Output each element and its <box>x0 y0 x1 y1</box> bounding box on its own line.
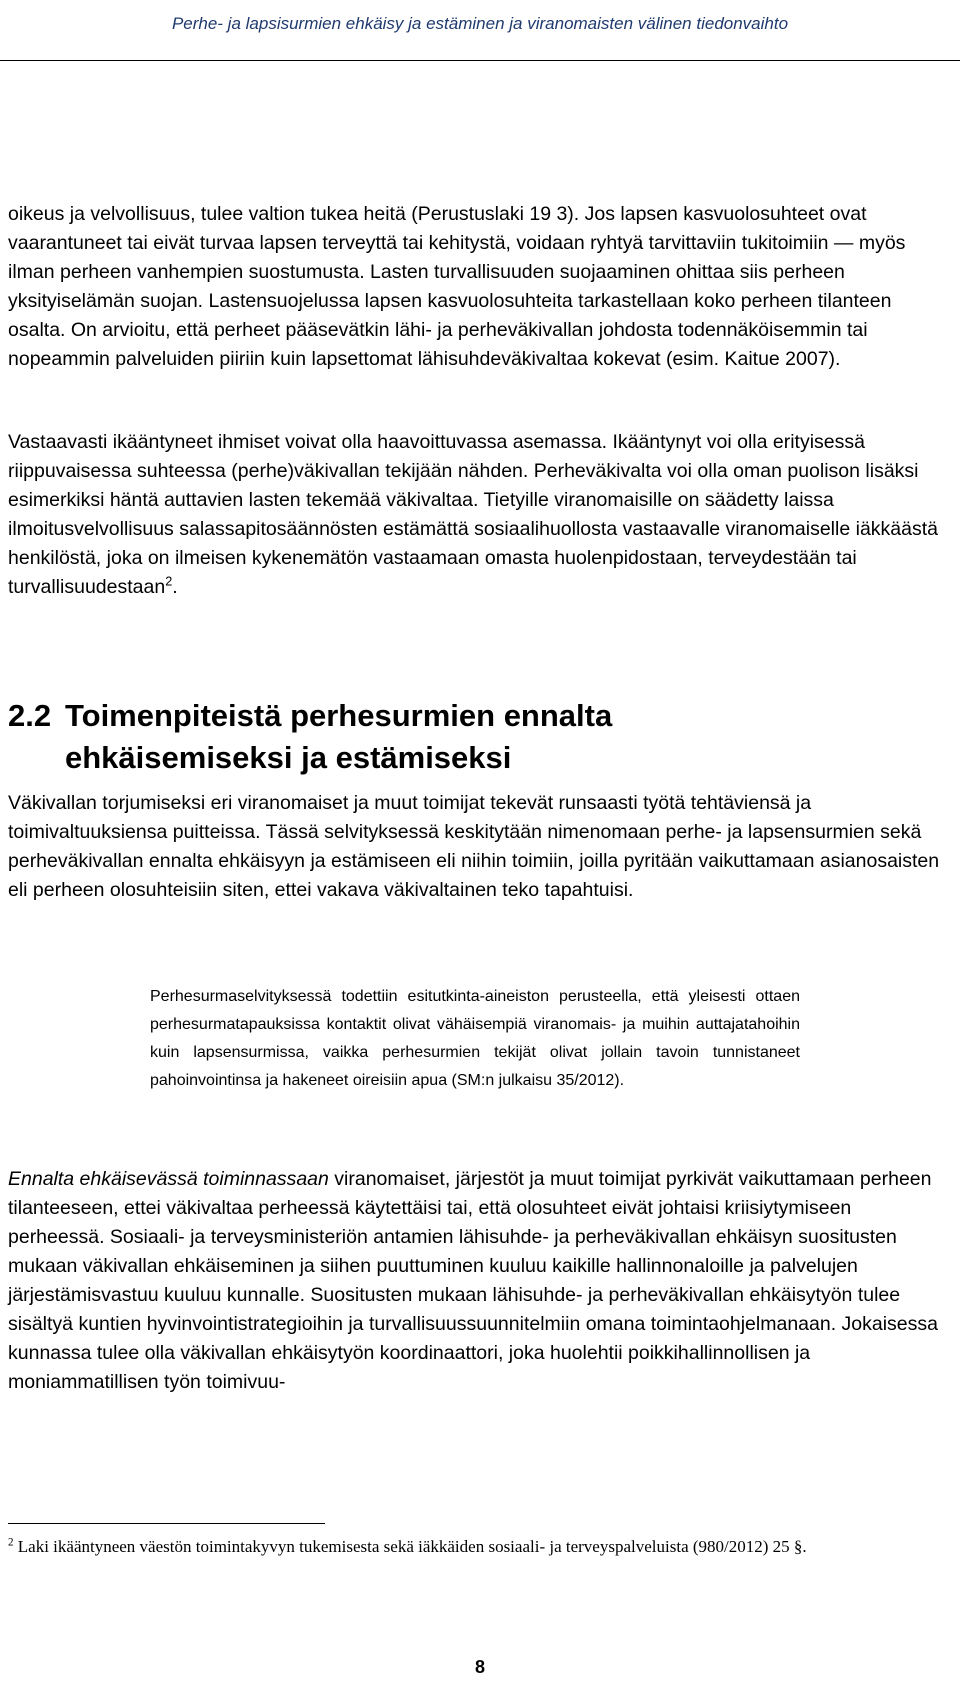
info-box: Perhesurmaselvityksessä todettiin esitutkinta-aineiston perusteella, että yleisesti ottaen perhesurmatapauksissa kontaktit olivat vähäisempiä viranomais- ja muihin auttajatahoihin kuin lapsensurmissa, vaikka perhesurmien tekijät olivat jollain tavoin tunnistaneet pahoinvointinsa ja hakeneet oireisiin apua (SM:n julkaisu 35/2012). <box>150 988 800 1089</box>
section-number: 2.2 <box>8 698 52 733</box>
paragraph-2-text: Vastaavasti ikääntyneet ihmiset voivat olla haavoittuvassa asemassa. Ikääntynyt voi olla erityisessä riippuvaisessa suhteessa (perhe)väkivallan tekijään nähden. Perheväkivalta voi olla oman puolison lisäksi esimerkiksi häntä auttavien lasten tekemää väkivaltaa. Tietyille viranomaisille on säädetty laissa ilmoitusvelvollisuus salassapitosäännösten estämättä sosiaalihuollosta vastaavalle viranomaiselle iäkkäästä henkilöstä, joka on ilmeisen kykenemätön vastaamaan omasta huolenpidostaan, terveydestään tai turvallisuudestaan <box>8 431 938 598</box>
page-header <box>0 0 960 61</box>
footnote-marker: 2 <box>8 1536 14 1549</box>
section-heading <box>8 695 612 779</box>
footnote-text: Laki ikääntyneen väestön toimintakyvyn tukemisesta sekä iäkkäiden sosiaali- ja terveyspalveluista (980/2012) 25 §. <box>13 1537 807 1556</box>
section-title-line-1: Toimenpiteistä perhesurmien ennalta <box>65 698 613 733</box>
page-number: 8 <box>474 1657 485 1677</box>
paragraph-4-emphasis: Ennalta ehkäisevässä toiminnassaan <box>8 1168 329 1190</box>
header-title: Perhe- ja lapsisurmien ehkäisy ja estäminen ja viranomaisten välinen tiedonvaihto <box>171 14 789 33</box>
footnote <box>8 1533 952 1561</box>
paragraph-4-text: viranomaiset, järjestöt ja muut toimijat pyrkivät vaikuttamaan perheen tilanteeseen, ettei väkivaltaa perheessä käytettäisi tai, että olosuhteet eivät johtaisi kriisiytymiseen perheessä. Sosiaali- ja terveysministeriön antamien lähisuhde- ja perheväkivallan ehkäisyn suositusten mukaan väkivallan ehkäiseminen ja siihen puuttuminen kuuluu kaikille hallinnonaloille ja palvelujen järjestämisvastuu kuuluu kunnalle. Suositusten mukaan lähisuhde- ja perheväkivallan ehkäisytyön tulee sisältyä kuntien hyvinvointistrategioihin ja turvallisuussuunnitelmiin omana toimintaohjelmanaan. Jokaisessa kunnassa tulee olla väkivallan ehkäisytyön koordinaattori, joka huolehtii poikkihallinnollisen ja moniammatillisen työn toimivuu- <box>8 1168 938 1393</box>
paragraph-2-end: . <box>172 576 178 598</box>
paragraph-4 <box>8 1165 952 1397</box>
paragraph-3: Väkivallan torjumiseksi eri viranomaiset ja muut toimijat tekevät runsaasti työtä tehtäviensä ja toimivaltuuksiensa puitteissa. Tässä selvityksessä keskitytään nimenomaan perhe- ja lapsensurmien sekä perheväkivallan ennalta ehkäisyyn ja estämiseen eli niihin toimiin, joilla pyritään vaikuttamaan asianosaisten eli perheen olosuhteisiin siten, ettei vakava väkivaltainen teko tapahtuisi. <box>8 792 940 901</box>
paragraph-1: oikeus ja velvollisuus, tulee valtion tukea heitä (Perustuslaki 19 3). Jos lapsen kasvuolosuhteet ovat vaarantuneet tai eivät turvaa lapsen terveyttä tai kehitystä, voidaan ryhtyä tarvittaviin tukitoimiin — myös ilman perheen vanhempien suostumusta. Lasten turvallisuuden suojaaminen ohittaa siis perheen yksityiselämän suojan. Lastensuojelussa lapsen kasvuolosuhteita tarkastellaan koko perheen tilanteen osalta. On arvioitu, että perheet pääsevätkin lähi- ja perheväkivallan johdosta todennäköisemmin tai nopeammin palveluiden piiriin kuin lapsettomat lähisuhdeväkivaltaa kokevat (esim. Kaitue 2007). <box>8 203 906 370</box>
paragraph-2 <box>8 428 952 602</box>
section-title-line-2: ehkäisemiseksi ja estämiseksi <box>65 740 512 775</box>
footnote-reference[interactable]: 2 <box>165 574 173 589</box>
footnote-divider <box>8 1523 325 1524</box>
